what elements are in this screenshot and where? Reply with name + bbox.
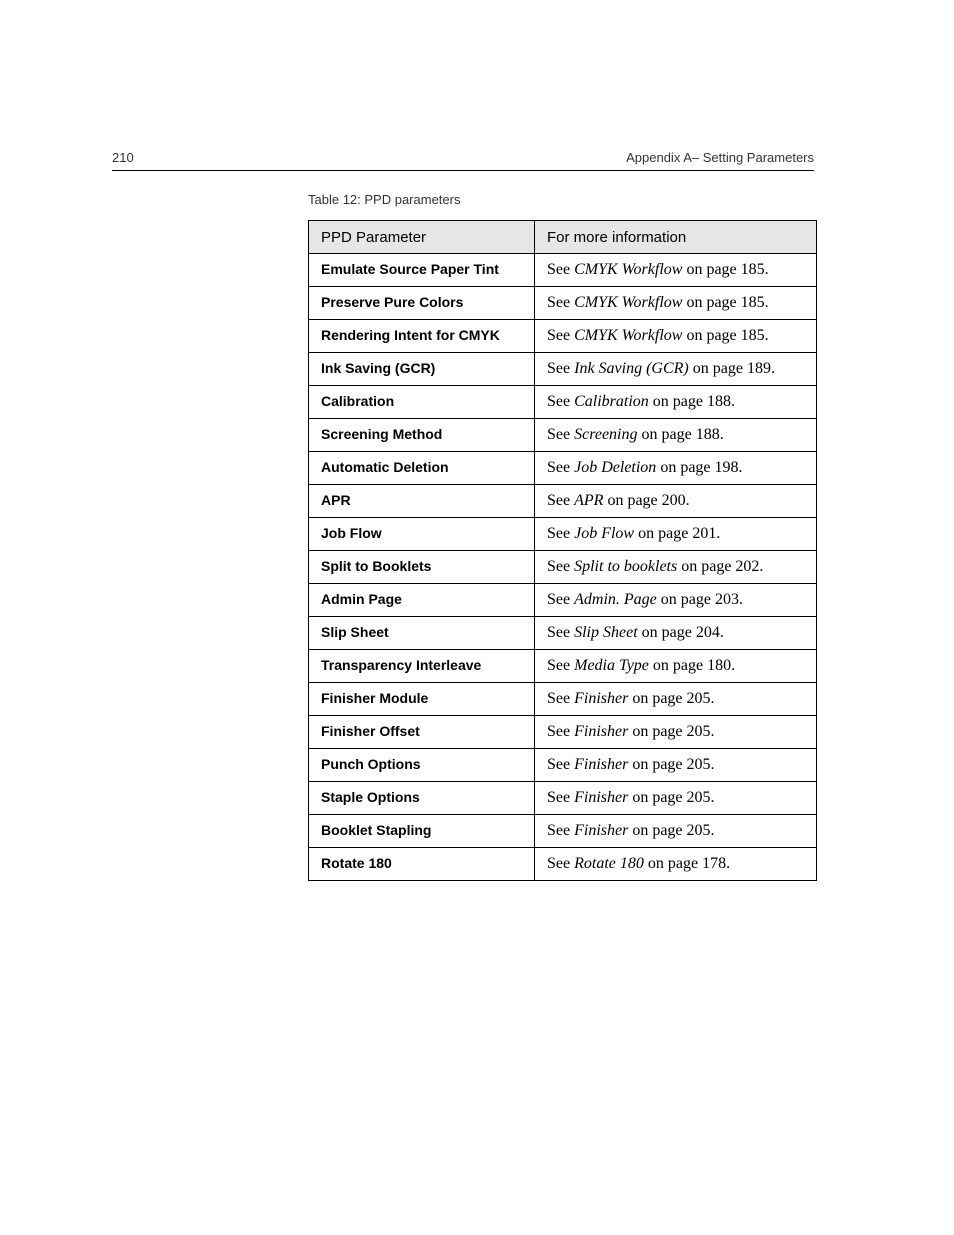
table-row [309, 683, 817, 716]
see-prefix: See [547, 756, 575, 773]
more-information-cell [535, 683, 817, 716]
column-header-more-information: For more information [535, 221, 817, 254]
see-prefix: See [547, 657, 575, 674]
page-reference: on page 205. [628, 789, 715, 806]
page-reference: on page 205. [628, 822, 715, 839]
reference-section-title: Finisher [574, 756, 629, 773]
table-row [309, 386, 817, 419]
table-row [309, 287, 817, 320]
reference-section-title: Ink Saving (GCR) [574, 360, 689, 377]
running-title: Appendix A– Setting Parameters [626, 150, 814, 165]
table-row [309, 320, 817, 353]
reference-section-title: Admin. Page [574, 591, 657, 608]
see-prefix: See [547, 360, 575, 377]
reference-section-title: Split to booklets [574, 558, 678, 575]
more-information-cell [535, 584, 817, 617]
see-prefix: See [547, 294, 575, 311]
page-reference: on page 201. [634, 525, 721, 542]
more-information-cell [535, 782, 817, 815]
page-reference: on page 185. [682, 261, 769, 278]
table-row [309, 716, 817, 749]
reference-section-title: Media Type [574, 657, 649, 674]
see-prefix: See [547, 558, 575, 575]
ppd-parameter-name: Automatic Deletion [309, 452, 535, 485]
see-prefix: See [547, 723, 575, 740]
see-prefix: See [547, 459, 575, 476]
table-row [309, 452, 817, 485]
table-row [309, 353, 817, 386]
page-reference: on page 203. [656, 591, 743, 608]
more-information-cell [535, 254, 817, 287]
page-reference: on page 204. [637, 624, 724, 641]
see-prefix: See [547, 855, 575, 872]
page-number: 210 [112, 150, 134, 165]
table-row [309, 419, 817, 452]
page-reference: on page 178. [643, 855, 731, 872]
page-reference: on page 189. [688, 360, 775, 377]
table-row [309, 782, 817, 815]
reference-section-title: Slip Sheet [574, 624, 638, 641]
table-row [309, 518, 817, 551]
see-prefix: See [547, 393, 575, 410]
see-prefix: See [547, 525, 575, 542]
ppd-parameter-name: Emulate Source Paper Tint [309, 254, 535, 287]
table-row [309, 650, 817, 683]
more-information-cell [535, 848, 817, 881]
see-prefix: See [547, 789, 575, 806]
table-row [309, 749, 817, 782]
reference-section-title: Finisher [574, 789, 629, 806]
ppd-parameter-name: Preserve Pure Colors [309, 287, 535, 320]
ppd-parameter-name: Slip Sheet [309, 617, 535, 650]
column-header-ppd-parameter: PPD Parameter [309, 221, 535, 254]
ppd-parameter-name: Transparency Interleave [309, 650, 535, 683]
ppd-parameter-name: Split to Booklets [309, 551, 535, 584]
more-information-cell [535, 386, 817, 419]
ppd-parameter-name: Ink Saving (GCR) [309, 353, 535, 386]
more-information-cell [535, 485, 817, 518]
more-information-cell [535, 320, 817, 353]
page-reference: on page 205. [628, 756, 715, 773]
more-information-cell [535, 617, 817, 650]
ppd-parameter-name: APR [309, 485, 535, 518]
reference-section-title: CMYK Workflow [574, 294, 683, 311]
ppd-parameter-name: Rendering Intent for CMYK [309, 320, 535, 353]
ppd-parameter-name: Finisher Offset [309, 716, 535, 749]
see-prefix: See [547, 426, 575, 443]
reference-section-title: Finisher [574, 723, 629, 740]
page-header [112, 148, 814, 171]
ppd-parameter-name: Booklet Stapling [309, 815, 535, 848]
reference-section-title: Rotate 180 [574, 855, 644, 872]
reference-section-title: Finisher [574, 822, 629, 839]
page-reference: on page 188. [637, 426, 724, 443]
ppd-parameter-name: Staple Options [309, 782, 535, 815]
page-reference: on page 205. [628, 690, 715, 707]
reference-section-title: Calibration [574, 393, 649, 410]
table-row [309, 254, 817, 287]
table-caption: Table 12: PPD parameters [308, 192, 461, 207]
see-prefix: See [547, 591, 575, 608]
see-prefix: See [547, 327, 575, 344]
table-row [309, 617, 817, 650]
reference-section-title: Job Deletion [574, 459, 657, 476]
see-prefix: See [547, 690, 575, 707]
table-row [309, 848, 817, 881]
reference-section-title: Screening [574, 426, 638, 443]
ppd-parameter-name: Rotate 180 [309, 848, 535, 881]
see-prefix: See [547, 261, 575, 278]
more-information-cell [535, 716, 817, 749]
more-information-cell [535, 353, 817, 386]
table-body [309, 254, 817, 881]
ppd-parameter-name: Admin Page [309, 584, 535, 617]
page-reference: on page 205. [628, 723, 715, 740]
more-information-cell [535, 287, 817, 320]
more-information-cell [535, 749, 817, 782]
table-row [309, 584, 817, 617]
ppd-parameters-table [308, 220, 817, 881]
more-information-cell [535, 650, 817, 683]
table-row [309, 815, 817, 848]
page-reference: on page 185. [682, 327, 769, 344]
reference-section-title: Finisher [574, 690, 629, 707]
table-row [309, 551, 817, 584]
more-information-cell [535, 551, 817, 584]
page-reference: on page 202. [677, 558, 764, 575]
ppd-parameter-name: Job Flow [309, 518, 535, 551]
ppd-parameter-name: Finisher Module [309, 683, 535, 716]
ppd-parameter-name: Punch Options [309, 749, 535, 782]
more-information-cell [535, 518, 817, 551]
see-prefix: See [547, 822, 575, 839]
see-prefix: See [547, 624, 575, 641]
reference-section-title: CMYK Workflow [574, 327, 683, 344]
more-information-cell [535, 815, 817, 848]
ppd-parameter-name: Screening Method [309, 419, 535, 452]
table-header-row [309, 221, 817, 254]
reference-section-title: Job Flow [574, 525, 635, 542]
page-reference: on page 188. [648, 393, 735, 410]
ppd-parameter-name: Calibration [309, 386, 535, 419]
table-row [309, 485, 817, 518]
page-reference: on page 198. [656, 459, 743, 476]
more-information-cell [535, 452, 817, 485]
page-reference: on page 180. [648, 657, 736, 674]
reference-section-title: CMYK Workflow [574, 261, 683, 278]
page-reference: on page 185. [682, 294, 769, 311]
see-prefix: See [547, 492, 575, 509]
more-information-cell [535, 419, 817, 452]
page-reference: on page 200. [603, 492, 690, 509]
reference-section-title: APR [574, 492, 604, 509]
